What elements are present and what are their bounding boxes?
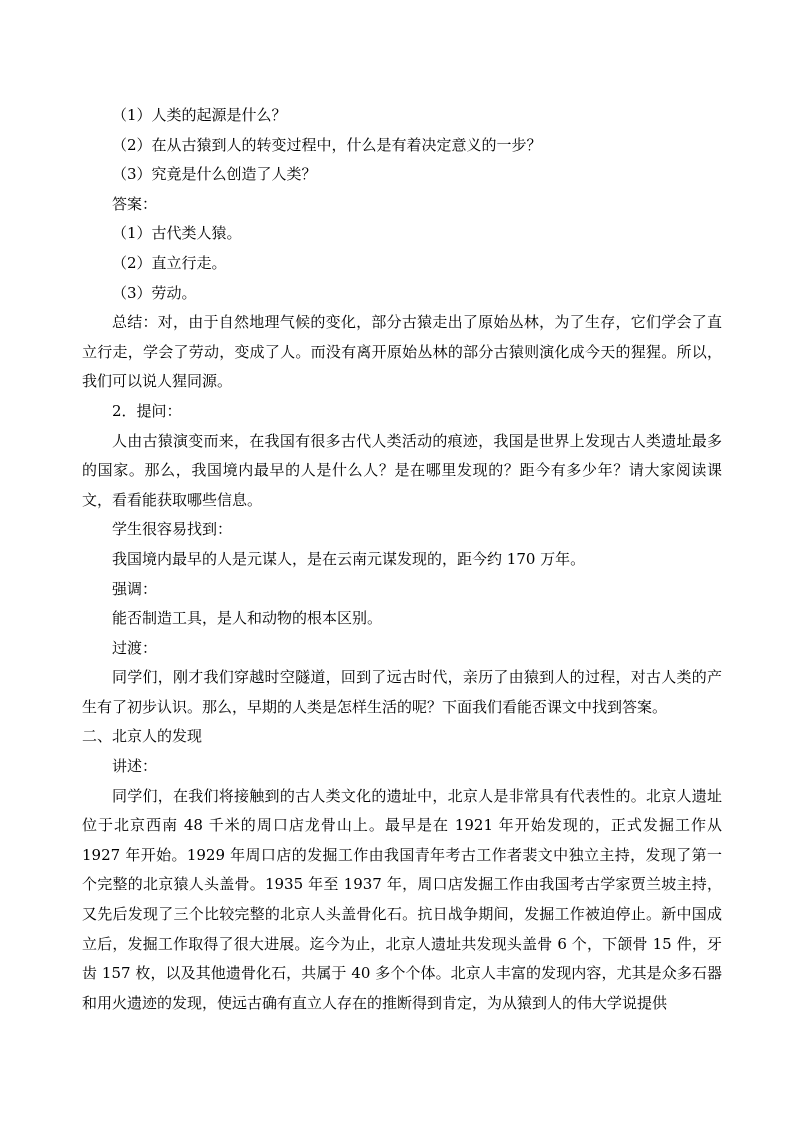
emphasis-paragraph: 能否制造工具，是人和动物的根本区别。 [112, 609, 383, 628]
answer-2: （2）直立行走。 [112, 253, 227, 272]
transition-paragraph: 同学们，刚才我们穿越时空隧道，回到了远古时代，亲历了由猿到人的过程，对古人类的产生有了初步认识。那么，早期的人类是怎样生活的呢？下面我们看能否课文中找到答案。 [82, 668, 722, 716]
question-heading: 2．提问： [112, 401, 182, 420]
lecture-paragraph: 同学们，在我们将接触到的古人类文化的遗址中，北京人是非常具有代表性的。北京人遗址位于北京西南 48 千米的周口店龙骨山上。最早是在 1921 年开始发现的，正式发掘工作从 1927 年开始。1929 年周口店的发掘工作由我国青年考古工作者裴文中独立主持，发现了第一个完整的北京猿人头盖骨。1935 年至 1937 年，周口店发掘工作由我国考古学家贾兰坡主持，又先后发现了三个比较完整的北京人头盖骨化石。抗日战争期间，发掘工作被迫停止。新中国成立后，发掘工作取得了很大进展。迄今为止，北京人遗址共发现头盖骨 6 个，下颌骨 15 件，牙齿 157 枚，以及其他遗骨化石，共属于 40 多个个体。北京人丰富的发现内容，尤其是众多石器和用火遗迹的发现，使远古确有直立人存在的推断得到肯定，为从猿到人的伟大学说提供 [82, 786, 722, 1012]
yuanmou-paragraph: 我国境内最早的人是元谋人，是在云南元谋发现的，距今约 170 万年。 [112, 549, 586, 568]
lecture-label: 讲述： [112, 757, 158, 776]
document-body [82, 101, 722, 1018]
summary-paragraph: 总结：对，由于自然地理气候的变化，部分古猿走出了原始丛林，为了生存，它们学会了直立行走，学会了劳动，变成了人。而没有离开原始丛林的部分古猿则演化成今天的猩猩。所以，我们可以说人猩同源。 [82, 313, 722, 391]
question-paragraph: 人由古猿演变而来，在我国有很多古代人类活动的痕迹，我国是世界上发现古人类遗址最多的国家。那么，我国境内最早的人是什么人？是在哪里发现的？距今有多少年？请大家阅读课文，看看能获取哪些信息。 [82, 431, 722, 509]
answer-3: （3）劳动。 [112, 283, 197, 302]
answer-label: 答案： [112, 194, 158, 213]
section-title: 二、北京人的发现 [82, 727, 203, 746]
question-2: （2）在从古猿到人的转变过程中，什么是有着决定意义的一步？ [112, 135, 542, 154]
answer-1: （1）古代类人猿。 [112, 224, 242, 243]
transition-label: 过渡： [112, 638, 158, 657]
students-find-label: 学生很容易找到： [112, 520, 233, 539]
question-1: （1）人类的起源是什么？ [112, 106, 287, 124]
question-3: （3）究竟是什么创造了人类？ [112, 165, 317, 184]
emphasis-label: 强调： [112, 579, 158, 598]
